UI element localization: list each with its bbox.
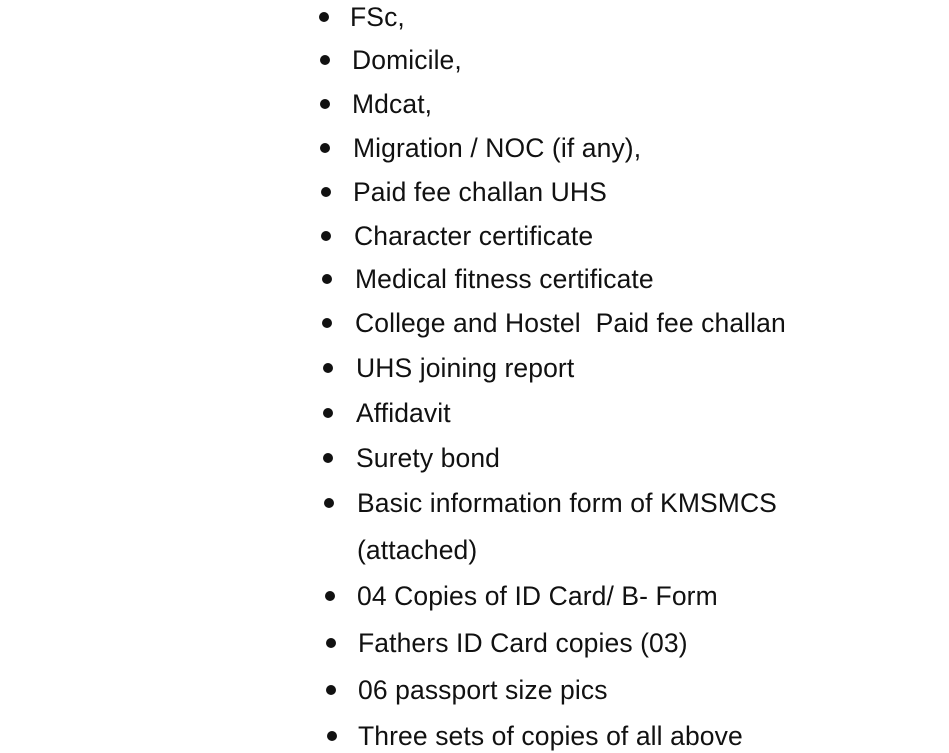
list-item [0,87,949,121]
bullet-icon [326,685,336,695]
list-item [0,306,949,340]
list-item-text: Medical fitness certificate [355,264,654,294]
list-item [0,396,949,430]
list-item [0,579,949,613]
bullet-icon [327,731,337,741]
list-item [0,626,949,660]
list-item-text: UHS joining report [356,353,575,383]
list-item-text: College and Hostel Paid fee challan [355,308,786,338]
bullet-icon [326,638,336,648]
list-item-text: Three sets of copies of all above [358,721,743,751]
bullet-icon [324,498,334,508]
list-item [0,219,949,253]
bullet-icon [320,143,330,153]
bullet-icon [323,363,333,373]
list-item-text: Mdcat, [352,89,433,119]
bullet-icon [323,408,333,418]
list-item [0,131,949,165]
list-item [0,262,949,296]
list-item-text: Domicile, [352,45,462,75]
list-item [0,175,949,209]
list-item [0,351,949,385]
list-item-text: Character certificate [354,221,594,251]
list-item-text: Basic information form of KMSMCS [357,488,777,518]
list-item-text: Affidavit [356,398,451,428]
list-item [0,719,949,753]
list-item-text: FSc, [350,2,405,32]
list-item [0,673,949,707]
list-item-text: 06 passport size pics [358,675,608,705]
bullet-icon [319,12,329,22]
list-item-continuation: (attached) [357,535,478,565]
bullet-icon [322,318,332,328]
bullet-icon [321,231,331,241]
list-item [0,486,949,565]
list-item [0,43,949,77]
list-item [0,0,949,34]
bullet-icon [325,591,335,601]
list-item-text: Paid fee challan UHS [353,177,607,207]
bullet-icon [320,99,330,109]
list-item [0,441,949,475]
list-item-text: 04 Copies of ID Card/ B- Form [357,581,718,611]
list-item-text: Surety bond [356,443,501,473]
bullet-icon [322,274,332,284]
list-item-text: Migration / NOC (if any), [353,133,642,163]
bullet-icon [320,55,330,65]
list-item-text: Fathers ID Card copies (03) [358,628,688,658]
bullet-icon [321,187,331,197]
bullet-icon [323,453,333,463]
